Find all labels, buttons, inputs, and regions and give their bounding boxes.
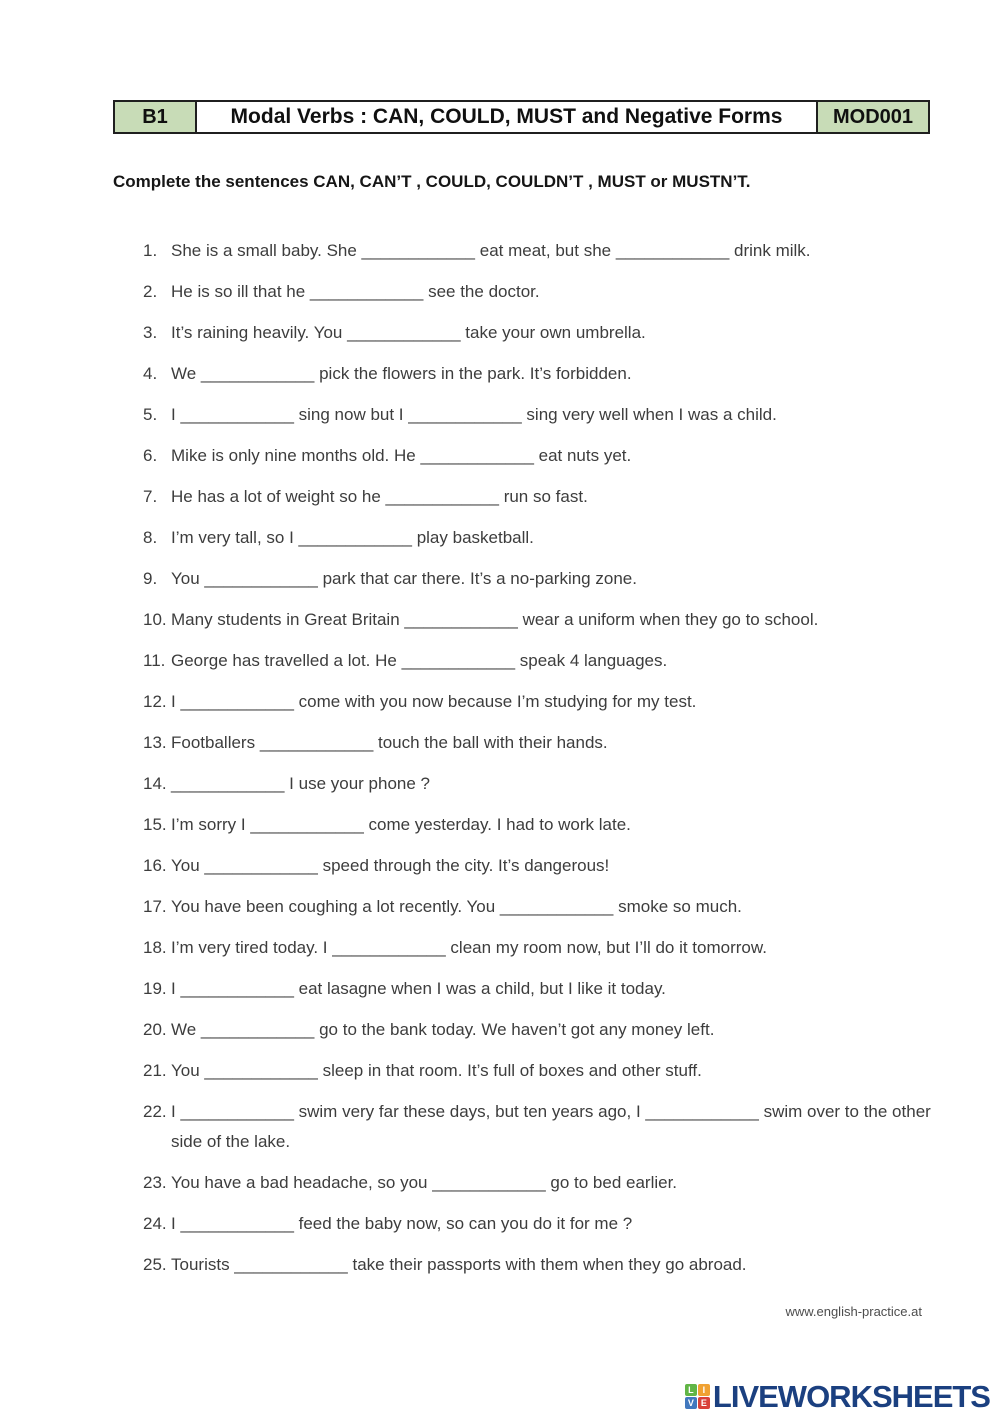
question-text: ____________ I use your phone ? bbox=[171, 774, 431, 793]
question-text: I ____________ eat lasagne when I was a child, but I like it today. bbox=[171, 979, 666, 998]
question-number: 20. bbox=[143, 1020, 167, 1039]
question-item bbox=[143, 646, 943, 676]
question-item bbox=[143, 482, 943, 512]
question-number: 12. bbox=[143, 692, 167, 711]
liveworksheets-logo-icon bbox=[685, 1384, 710, 1409]
question-text: He has a lot of weight so he ____________ run so fast. bbox=[171, 487, 588, 506]
question-text: I ____________ swim very far these days, but ten years ago, I ____________ swim over to the other side of the lake. bbox=[171, 1102, 931, 1151]
logo-square: E bbox=[698, 1397, 710, 1409]
question-number: 8. bbox=[143, 528, 158, 547]
instruction-text: Complete the sentences CAN, CAN’T , COULD, COULDN’T , MUST or MUSTN’T. bbox=[113, 172, 751, 191]
code-badge: MOD001 bbox=[816, 100, 930, 134]
liveworksheets-logo bbox=[685, 1381, 990, 1412]
question-text: We ____________ go to the bank today. We haven’t got any money left. bbox=[171, 1020, 715, 1039]
question-item bbox=[143, 1209, 943, 1239]
question-number: 4. bbox=[143, 364, 158, 383]
question-item bbox=[143, 318, 943, 348]
question-number: 11. bbox=[143, 651, 166, 670]
question-number: 19. bbox=[143, 979, 167, 998]
question-item bbox=[143, 359, 943, 389]
question-text: You have been coughing a lot recently. You ____________ smoke so much. bbox=[171, 897, 742, 916]
question-list bbox=[143, 236, 943, 1291]
source-website: www.english-practice.at bbox=[785, 1304, 922, 1319]
question-item bbox=[143, 851, 943, 881]
worksheet-title: Modal Verbs : CAN, COULD, MUST and Negative Forms bbox=[197, 100, 816, 134]
question-number: 23. bbox=[143, 1173, 167, 1192]
level-badge: B1 bbox=[113, 100, 197, 134]
question-text: Mike is only nine months old. He ____________ eat nuts yet. bbox=[171, 446, 632, 465]
question-item bbox=[143, 892, 943, 922]
question-text: It’s raining heavily. You ____________ take your own umbrella. bbox=[171, 323, 646, 342]
question-item bbox=[143, 605, 943, 635]
question-number: 10. bbox=[143, 610, 167, 629]
question-text: I ____________ come with you now because I’m studying for my test. bbox=[171, 692, 697, 711]
question-number: 24. bbox=[143, 1214, 167, 1233]
question-number: 18. bbox=[143, 938, 167, 957]
question-number: 7. bbox=[143, 487, 158, 506]
question-item bbox=[143, 974, 943, 1004]
worksheet-header bbox=[113, 100, 930, 134]
question-item bbox=[143, 687, 943, 717]
question-text: I’m very tired today. I ____________ clean my room now, but I’ll do it tomorrow. bbox=[171, 938, 767, 957]
logo-square: V bbox=[685, 1397, 697, 1409]
question-item bbox=[143, 564, 943, 594]
logo-square: I bbox=[698, 1384, 710, 1396]
question-text: Many students in Great Britain ____________ wear a uniform when they go to school. bbox=[171, 610, 819, 629]
question-number: 3. bbox=[143, 323, 158, 342]
question-text: Footballers ____________ touch the ball with their hands. bbox=[171, 733, 608, 752]
question-text: I ____________ sing now but I ____________ sing very well when I was a child. bbox=[171, 405, 777, 424]
question-text: You have a bad headache, so you ____________ go to bed earlier. bbox=[171, 1173, 678, 1192]
question-text: He is so ill that he ____________ see the doctor. bbox=[171, 282, 540, 301]
question-item bbox=[143, 769, 943, 799]
question-number: 1. bbox=[143, 241, 158, 260]
question-number: 14. bbox=[143, 774, 167, 793]
question-number: 6. bbox=[143, 446, 158, 465]
question-item bbox=[143, 1097, 943, 1157]
question-number: 5. bbox=[143, 405, 158, 424]
question-item bbox=[143, 810, 943, 840]
question-text: You ____________ speed through the city. It’s dangerous! bbox=[171, 856, 610, 875]
question-item bbox=[143, 1056, 943, 1086]
question-number: 2. bbox=[143, 282, 158, 301]
question-text: I ____________ feed the baby now, so can you do it for me ? bbox=[171, 1214, 633, 1233]
question-item bbox=[143, 933, 943, 963]
question-item bbox=[143, 523, 943, 553]
question-text: We ____________ pick the flowers in the park. It’s forbidden. bbox=[171, 364, 632, 383]
question-number: 21. bbox=[143, 1061, 167, 1080]
question-number: 22. bbox=[143, 1102, 167, 1121]
question-number: 17. bbox=[143, 897, 167, 916]
question-number: 16. bbox=[143, 856, 167, 875]
question-text: She is a small baby. She ____________ eat meat, but she ____________ drink milk. bbox=[171, 241, 811, 260]
liveworksheets-logo-text: LIVEWORKSHEETS bbox=[712, 1379, 990, 1413]
question-text: George has travelled a lot. He ____________ speak 4 languages. bbox=[171, 651, 668, 670]
question-item bbox=[143, 728, 943, 758]
question-number: 25. bbox=[143, 1255, 167, 1274]
question-item bbox=[143, 1168, 943, 1198]
question-text: You ____________ sleep in that room. It’s full of boxes and other stuff. bbox=[171, 1061, 702, 1080]
question-item bbox=[143, 1250, 943, 1280]
question-text: I’m sorry I ____________ come yesterday. I had to work late. bbox=[171, 815, 631, 834]
question-item bbox=[143, 441, 943, 471]
question-text: Tourists ____________ take their passports with them when they go abroad. bbox=[171, 1255, 747, 1274]
question-number: 15. bbox=[143, 815, 167, 834]
question-item bbox=[143, 236, 943, 266]
question-number: 9. bbox=[143, 569, 158, 588]
question-number: 13. bbox=[143, 733, 167, 752]
logo-square: L bbox=[685, 1384, 697, 1396]
question-text: You ____________ park that car there. It’s a no-parking zone. bbox=[171, 569, 637, 588]
question-item bbox=[143, 277, 943, 307]
question-item bbox=[143, 400, 943, 430]
question-item bbox=[143, 1015, 943, 1045]
question-text: I’m very tall, so I ____________ play basketball. bbox=[171, 528, 534, 547]
